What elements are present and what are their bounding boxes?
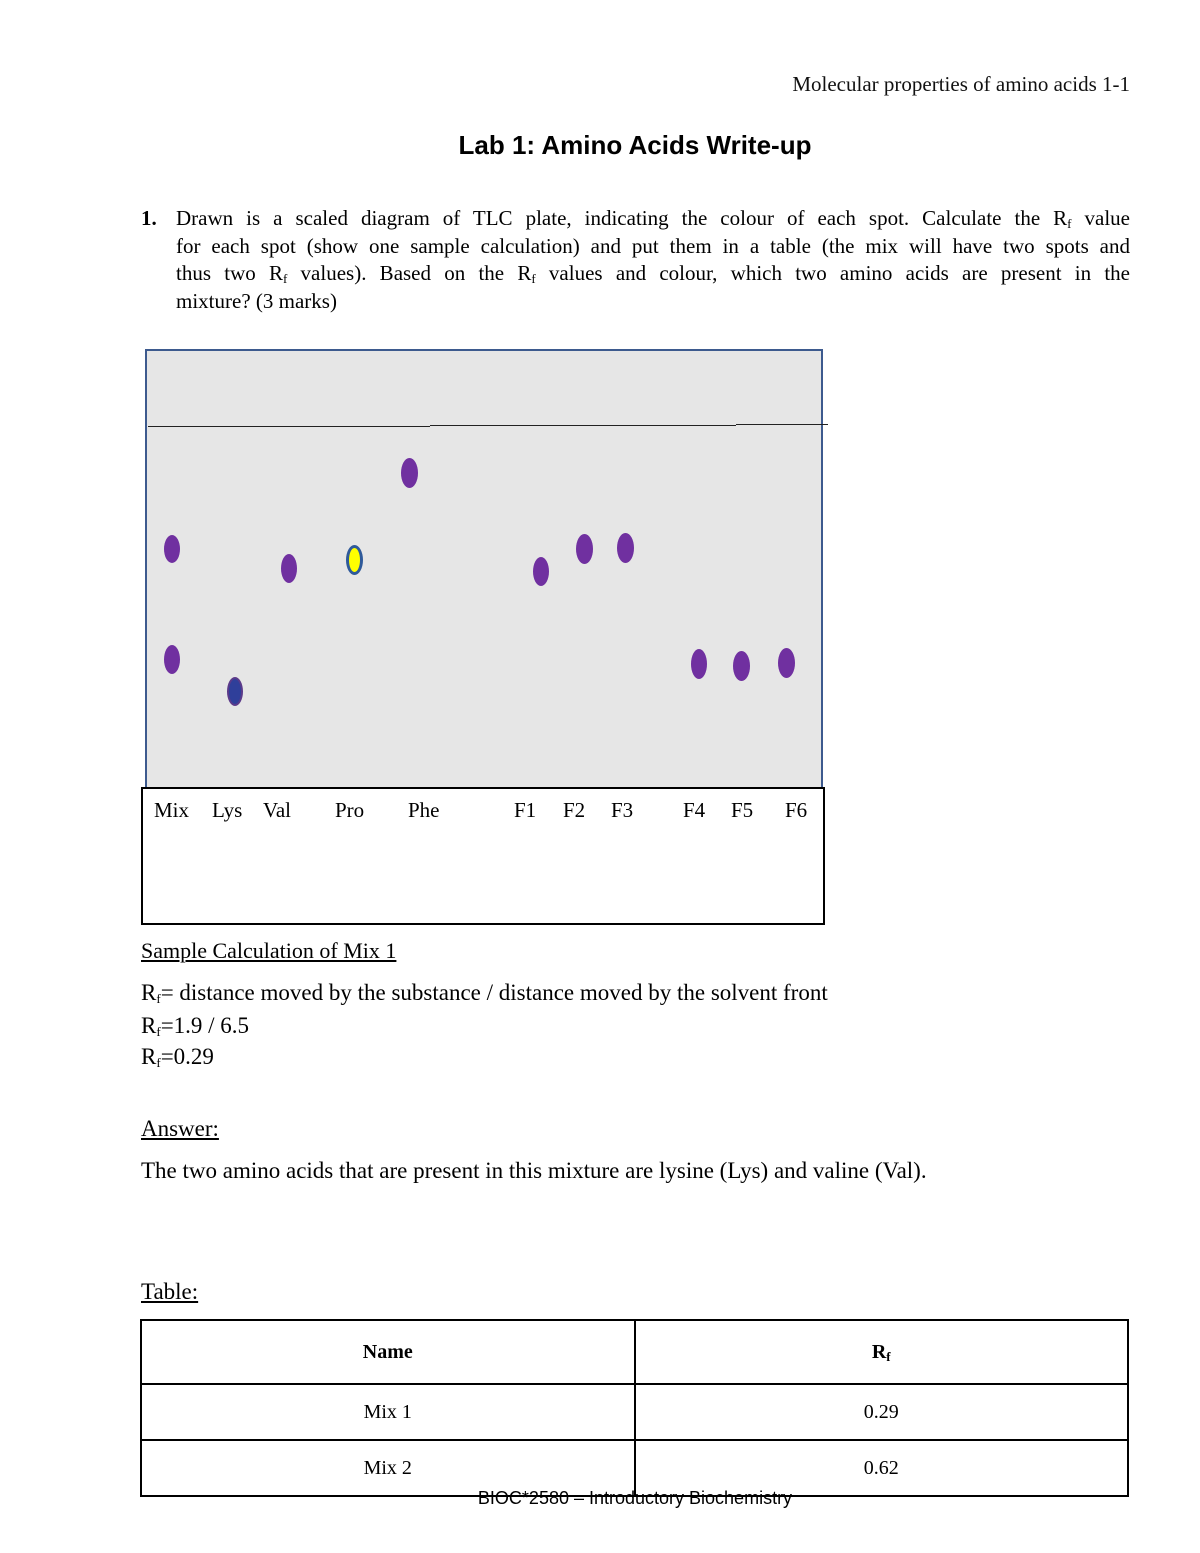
answer-heading: Answer:	[141, 1116, 219, 1141]
tlc-spot-pro	[346, 545, 363, 575]
tlc-spot-mix-lower	[164, 645, 180, 674]
column-header-rf: $R_f$	[635, 1320, 1129, 1384]
question-text	[176, 205, 1130, 315]
sample-calc-heading: Sample Calculation of Mix 1	[141, 938, 397, 963]
lane-label-f3: F3	[611, 798, 634, 822]
question-line-3: thus two $R_f$ values). Based on the $R_f$ values and colour, which two amino acids are present in the	[176, 261, 1130, 286]
tlc-spot-f4	[691, 649, 707, 679]
lane-label-f5: F5	[731, 798, 754, 822]
tlc-spot-f3	[617, 533, 634, 563]
tlc-spot-f6	[778, 648, 795, 678]
question-line-4: mixture? (3 marks)	[176, 288, 337, 313]
tlc-spot-phe	[401, 458, 418, 488]
document-title: Lab 1: Amino Acids Write-up	[458, 130, 812, 160]
question-number: 1.	[141, 206, 157, 230]
answer-text: The two amino acids that are present in this mixture are lysine (Lys) and valine (Val).	[141, 1158, 927, 1183]
lane-label-f4: F4	[683, 798, 706, 822]
question-line-2: for each spot (show one sample calculation) and put them in a table (the mix will have two spots and	[176, 233, 1130, 258]
lane-label-val: Val	[263, 798, 291, 822]
column-header-name: Name	[141, 1320, 635, 1384]
running-header: Molecular properties of amino acids 1-1	[792, 72, 1130, 96]
cell-name: Mix 1	[141, 1384, 635, 1440]
tlc-plate	[145, 349, 823, 789]
tlc-spot-val	[281, 554, 297, 583]
table-row	[141, 1384, 1128, 1440]
cell-rf: 0.62	[635, 1440, 1129, 1496]
rf-calc-step: $R_f=1.9 / 6.5$	[141, 1013, 250, 1039]
rf-calc-result: $R_f=0.29$	[141, 1044, 214, 1070]
lane-label-f1: F1	[514, 798, 537, 822]
question-line-1: Drawn is a scaled diagram of TLC plate, indicating the colour of each spot. Calculate the $R_f$ value	[176, 206, 1130, 231]
lane-label-mix: Mix	[154, 798, 190, 822]
table-header-row	[141, 1320, 1128, 1384]
solvent-front-line	[148, 426, 430, 427]
page-footer: BIOC*2580 – Introductory Biochemistry	[477, 1488, 793, 1508]
lane-label-phe: Phe	[408, 798, 440, 822]
tlc-spot-f2	[576, 534, 593, 564]
tlc-spot-f1	[533, 557, 549, 586]
tlc-spot-mix-upper	[164, 535, 180, 563]
rf-results-table	[140, 1319, 1129, 1497]
solvent-front-line	[736, 424, 828, 425]
rf-formula: $R_f=$ distance moved by the substance / distance moved by the solvent front	[141, 980, 828, 1006]
lane-label-f2: F2	[563, 798, 586, 822]
tlc-spot-lys	[227, 677, 243, 706]
table-heading: Table:	[141, 1279, 199, 1304]
lane-label-lys: Lys	[212, 798, 243, 822]
lane-label-pro: Pro	[335, 798, 365, 822]
cell-name: Mix 2	[141, 1440, 635, 1496]
cell-rf: 0.29	[635, 1384, 1129, 1440]
lane-label-f6: F6	[785, 798, 808, 822]
tlc-spot-f5	[733, 651, 750, 681]
solvent-front-line	[430, 425, 736, 426]
lane-label-box	[141, 787, 825, 925]
